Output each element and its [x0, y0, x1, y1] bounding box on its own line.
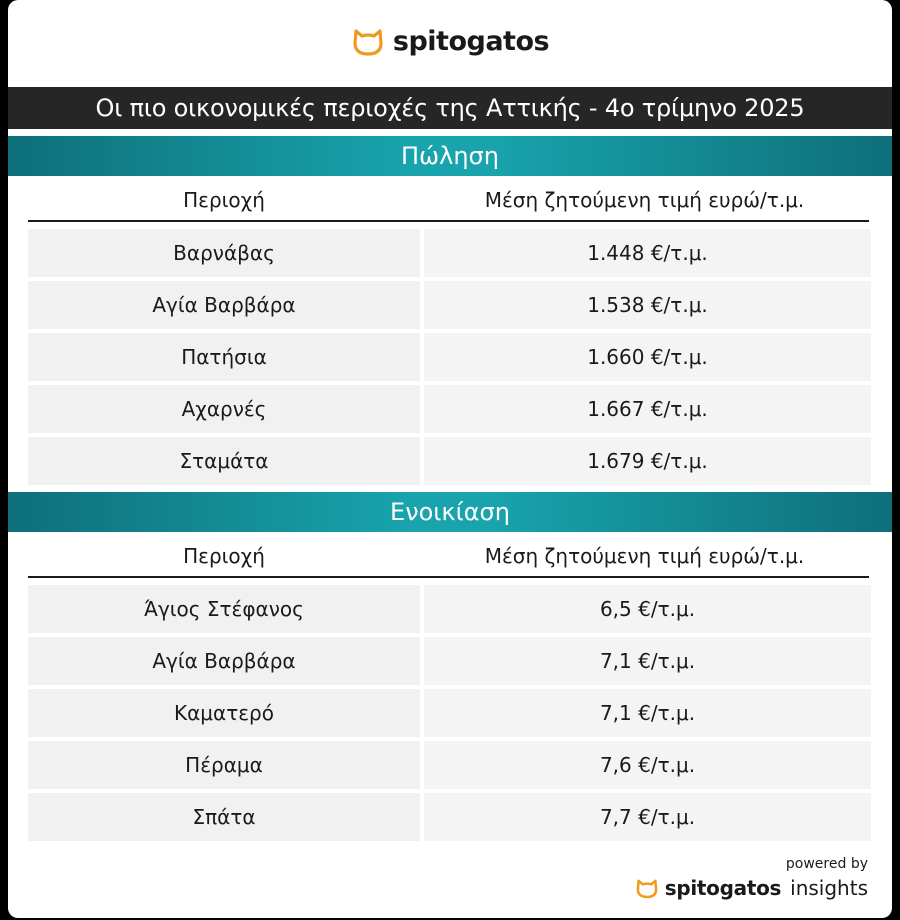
sale-column-header	[28, 180, 869, 222]
footer-brand-text: spitogatos	[664, 876, 782, 900]
area-cell: Βαρνάβας	[28, 229, 420, 277]
area-cell: Πέραμα	[28, 741, 420, 789]
area-cell: Αγία Βαρβάρα	[28, 281, 420, 329]
section-title-sale: Πώληση	[8, 136, 892, 176]
footer-logo	[635, 876, 868, 900]
table-row	[28, 689, 871, 737]
price-cell: 6,5 €/τ.μ.	[424, 585, 871, 633]
table-row	[28, 333, 871, 381]
price-cell: 1.538 €/τ.μ.	[424, 281, 871, 329]
price-cell: 7,6 €/τ.μ.	[424, 741, 871, 789]
price-cell: 7,7 €/τ.μ.	[424, 793, 871, 841]
cat-icon	[351, 27, 385, 57]
price-cell: 1.448 €/τ.μ.	[424, 229, 871, 277]
header-logo	[8, 26, 892, 57]
table-row	[28, 793, 871, 841]
rent-table	[28, 585, 871, 845]
infographic-card	[8, 0, 892, 918]
column-header-area: Περιοχή	[183, 188, 265, 212]
table-row	[28, 585, 871, 633]
area-cell: Αχαρνές	[28, 385, 420, 433]
table-row	[28, 229, 871, 277]
price-cell: 1.660 €/τ.μ.	[424, 333, 871, 381]
area-cell: Αγία Βαρβάρα	[28, 637, 420, 685]
area-cell: Καματερό	[28, 689, 420, 737]
area-cell: Σταμάτα	[28, 437, 420, 485]
area-cell: Σπάτα	[28, 793, 420, 841]
table-row	[28, 741, 871, 789]
price-cell: 7,1 €/τ.μ.	[424, 637, 871, 685]
price-cell: 1.667 €/τ.μ.	[424, 385, 871, 433]
area-cell: Άγιος Στέφανος	[28, 585, 420, 633]
sale-table	[28, 229, 871, 489]
page-title: Οι πιο οικονομικές περιοχές της Αττικής - 4ο τρίμηνο 2025	[8, 87, 892, 129]
section-title-rent: Ενοικίαση	[8, 492, 892, 532]
cat-icon	[635, 878, 659, 899]
area-cell: Πατήσια	[28, 333, 420, 381]
footer-suffix-text: insights	[790, 876, 868, 900]
table-row	[28, 437, 871, 485]
rent-column-header	[28, 536, 869, 578]
column-header-price: Μέση ζητούμενη τιμή ευρώ/τ.μ.	[484, 544, 805, 568]
powered-by-label: powered by	[785, 856, 868, 872]
price-cell: 7,1 €/τ.μ.	[424, 689, 871, 737]
price-cell: 1.679 €/τ.μ.	[424, 437, 871, 485]
column-header-price: Μέση ζητούμενη τιμή ευρώ/τ.μ.	[484, 188, 805, 212]
logo-text: spitogatos	[392, 26, 550, 57]
table-row	[28, 281, 871, 329]
footer	[635, 856, 868, 900]
column-header-area: Περιοχή	[183, 544, 265, 568]
table-row	[28, 637, 871, 685]
table-row	[28, 385, 871, 433]
